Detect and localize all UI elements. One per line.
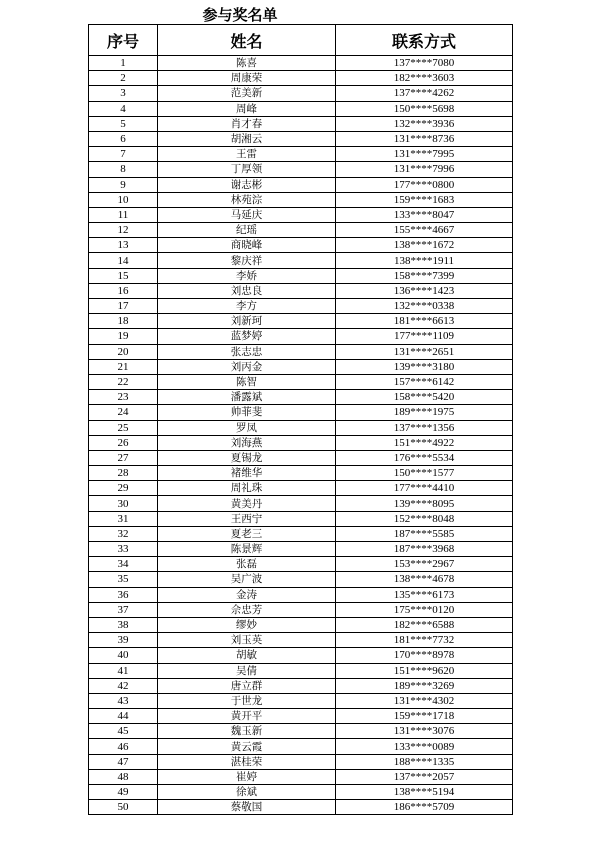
row-name: 夏老三 [158,526,336,541]
row-name: 吴倩 [158,663,336,678]
row-contact: 132****3936 [336,116,513,131]
table-row [89,329,513,344]
row-name: 张磊 [158,557,336,572]
row-name: 范美新 [158,86,336,101]
row-name: 周康荣 [158,71,336,86]
row-index: 41 [89,663,158,678]
row-contact: 188****1335 [336,754,513,769]
row-index: 45 [89,724,158,739]
row-index: 27 [89,450,158,465]
row-contact: 137****7080 [336,56,513,71]
row-index: 21 [89,359,158,374]
table-row [89,390,513,405]
header-name: 姓名 [158,25,336,56]
row-name: 胡敏 [158,648,336,663]
row-index: 49 [89,785,158,800]
row-index: 5 [89,116,158,131]
row-contact: 151****9620 [336,663,513,678]
row-name: 缪妙 [158,617,336,632]
row-contact: 150****1577 [336,466,513,481]
row-name: 蔡敬国 [158,800,336,815]
row-index: 6 [89,131,158,146]
row-name: 陈喜 [158,56,336,71]
row-contact: 135****6173 [336,587,513,602]
row-index: 42 [89,678,158,693]
row-name: 商晓峰 [158,238,336,253]
row-index: 2 [89,71,158,86]
table-row [89,800,513,815]
table-row [89,496,513,511]
row-index: 50 [89,800,158,815]
row-contact: 153****2967 [336,557,513,572]
table-row [89,678,513,693]
header-index: 序号 [89,25,158,56]
table-row [89,572,513,587]
row-name: 胡湘云 [158,131,336,146]
row-index: 11 [89,207,158,222]
row-contact: 132****0338 [336,299,513,314]
row-contact: 155****4667 [336,223,513,238]
row-name: 佘忠芳 [158,602,336,617]
row-name: 肖才春 [158,116,336,131]
row-contact: 152****8048 [336,511,513,526]
row-name: 于世龙 [158,693,336,708]
table-row [89,648,513,663]
table-row [89,633,513,648]
row-contact: 177****4410 [336,481,513,496]
row-index: 26 [89,435,158,450]
table-row [89,693,513,708]
row-name: 徐斌 [158,785,336,800]
row-index: 20 [89,344,158,359]
row-name: 黄开平 [158,709,336,724]
row-contact: 187****5585 [336,526,513,541]
row-name: 周峰 [158,101,336,116]
row-contact: 138****1672 [336,238,513,253]
row-contact: 139****8095 [336,496,513,511]
row-contact: 158****7399 [336,268,513,283]
row-index: 3 [89,86,158,101]
row-name: 帅菲斐 [158,405,336,420]
row-index: 32 [89,526,158,541]
table-row [89,557,513,572]
row-index: 39 [89,633,158,648]
row-contact: 189****3269 [336,678,513,693]
row-index: 13 [89,238,158,253]
page-title: 参与奖名单 [202,6,278,24]
row-index: 9 [89,177,158,192]
row-name: 周礼珠 [158,481,336,496]
row-contact: 177****1109 [336,329,513,344]
table-row [89,739,513,754]
table-row [89,177,513,192]
table-row [89,116,513,131]
table-row [89,724,513,739]
table-row [89,147,513,162]
row-name: 马延庆 [158,207,336,222]
row-index: 23 [89,390,158,405]
row-index: 4 [89,101,158,116]
row-contact: 182****6588 [336,617,513,632]
row-index: 43 [89,693,158,708]
row-index: 46 [89,739,158,754]
row-index: 35 [89,572,158,587]
row-name: 黄云霞 [158,739,336,754]
row-index: 36 [89,587,158,602]
row-index: 33 [89,542,158,557]
table-row [89,466,513,481]
row-name: 湛桂荣 [158,754,336,769]
table-row [89,405,513,420]
row-index: 10 [89,192,158,207]
row-contact: 136****1423 [336,283,513,298]
row-index: 17 [89,299,158,314]
row-contact: 159****1683 [336,192,513,207]
row-contact: 151****4922 [336,435,513,450]
row-contact: 181****7732 [336,633,513,648]
row-index: 47 [89,754,158,769]
table-row [89,602,513,617]
table-row [89,253,513,268]
row-index: 24 [89,405,158,420]
row-name: 刘玉英 [158,633,336,648]
row-name: 吴广波 [158,572,336,587]
table-row [89,101,513,116]
row-index: 25 [89,420,158,435]
table-row [89,131,513,146]
row-index: 29 [89,481,158,496]
table-row [89,542,513,557]
row-contact: 133****8047 [336,207,513,222]
row-contact: 159****1718 [336,709,513,724]
row-index: 37 [89,602,158,617]
row-index: 19 [89,329,158,344]
table-row [89,268,513,283]
row-contact: 150****5698 [336,101,513,116]
row-contact: 182****3603 [336,71,513,86]
row-index: 7 [89,147,158,162]
row-contact: 137****1356 [336,420,513,435]
row-contact: 138****5194 [336,785,513,800]
row-name: 黎庆祥 [158,253,336,268]
row-index: 15 [89,268,158,283]
row-name: 魏玉新 [158,724,336,739]
table-row [89,207,513,222]
row-name: 褚维华 [158,466,336,481]
table-row [89,663,513,678]
table-row [89,299,513,314]
table-row [89,344,513,359]
table-row [89,374,513,389]
table-row [89,617,513,632]
row-index: 22 [89,374,158,389]
row-name: 陈智 [158,374,336,389]
winners-table [88,24,513,815]
row-name: 李娇 [158,268,336,283]
table-row [89,754,513,769]
row-name: 潘露斌 [158,390,336,405]
row-index: 38 [89,617,158,632]
row-name: 崔婷 [158,769,336,784]
table-row [89,71,513,86]
row-contact: 170****8978 [336,648,513,663]
table-row [89,587,513,602]
table-row [89,283,513,298]
table-row [89,314,513,329]
row-index: 16 [89,283,158,298]
table-row [89,481,513,496]
row-name: 唐立群 [158,678,336,693]
row-index: 34 [89,557,158,572]
row-contact: 177****0800 [336,177,513,192]
row-contact: 131****3076 [336,724,513,739]
row-contact: 157****6142 [336,374,513,389]
row-name: 罗凤 [158,420,336,435]
row-name: 刘新珂 [158,314,336,329]
table-row [89,359,513,374]
table-row [89,709,513,724]
row-name: 陈景辉 [158,542,336,557]
row-name: 林苑淙 [158,192,336,207]
row-name: 刘忠良 [158,283,336,298]
row-contact: 187****3968 [336,542,513,557]
row-name: 蓝梦婷 [158,329,336,344]
row-name: 刘丙金 [158,359,336,374]
row-contact: 131****7996 [336,162,513,177]
row-contact: 133****0089 [336,739,513,754]
row-name: 王西宁 [158,511,336,526]
row-contact: 181****6613 [336,314,513,329]
table-body [89,56,513,815]
table-row [89,450,513,465]
row-contact: 139****3180 [336,359,513,374]
row-index: 40 [89,648,158,663]
row-contact: 131****7995 [336,147,513,162]
row-name: 金涛 [158,587,336,602]
row-name: 李方 [158,299,336,314]
table-row [89,420,513,435]
table-header-row [89,25,513,56]
row-contact: 176****5534 [336,450,513,465]
row-name: 纪瑶 [158,223,336,238]
row-index: 44 [89,709,158,724]
table-row [89,511,513,526]
row-index: 30 [89,496,158,511]
row-index: 28 [89,466,158,481]
table-row [89,785,513,800]
row-name: 夏锡龙 [158,450,336,465]
row-contact: 137****4262 [336,86,513,101]
row-name: 丁厚领 [158,162,336,177]
table-row [89,223,513,238]
row-contact: 175****0120 [336,602,513,617]
row-contact: 158****5420 [336,390,513,405]
table-row [89,162,513,177]
row-name: 刘海燕 [158,435,336,450]
row-name: 王雷 [158,147,336,162]
table-row [89,86,513,101]
row-index: 31 [89,511,158,526]
row-contact: 131****2651 [336,344,513,359]
row-index: 1 [89,56,158,71]
row-contact: 131****4302 [336,693,513,708]
row-contact: 189****1975 [336,405,513,420]
table-row [89,238,513,253]
row-contact: 131****8736 [336,131,513,146]
row-name: 黄美丹 [158,496,336,511]
header-contact: 联系方式 [336,25,513,56]
row-index: 48 [89,769,158,784]
table-row [89,56,513,71]
row-name: 张志忠 [158,344,336,359]
row-name: 谢志彬 [158,177,336,192]
table-row [89,769,513,784]
table-row [89,526,513,541]
row-index: 12 [89,223,158,238]
table-row [89,192,513,207]
row-contact: 186****5709 [336,800,513,815]
row-index: 14 [89,253,158,268]
table-row [89,435,513,450]
row-contact: 138****4678 [336,572,513,587]
row-index: 8 [89,162,158,177]
row-index: 18 [89,314,158,329]
row-contact: 137****2057 [336,769,513,784]
row-contact: 138****1911 [336,253,513,268]
